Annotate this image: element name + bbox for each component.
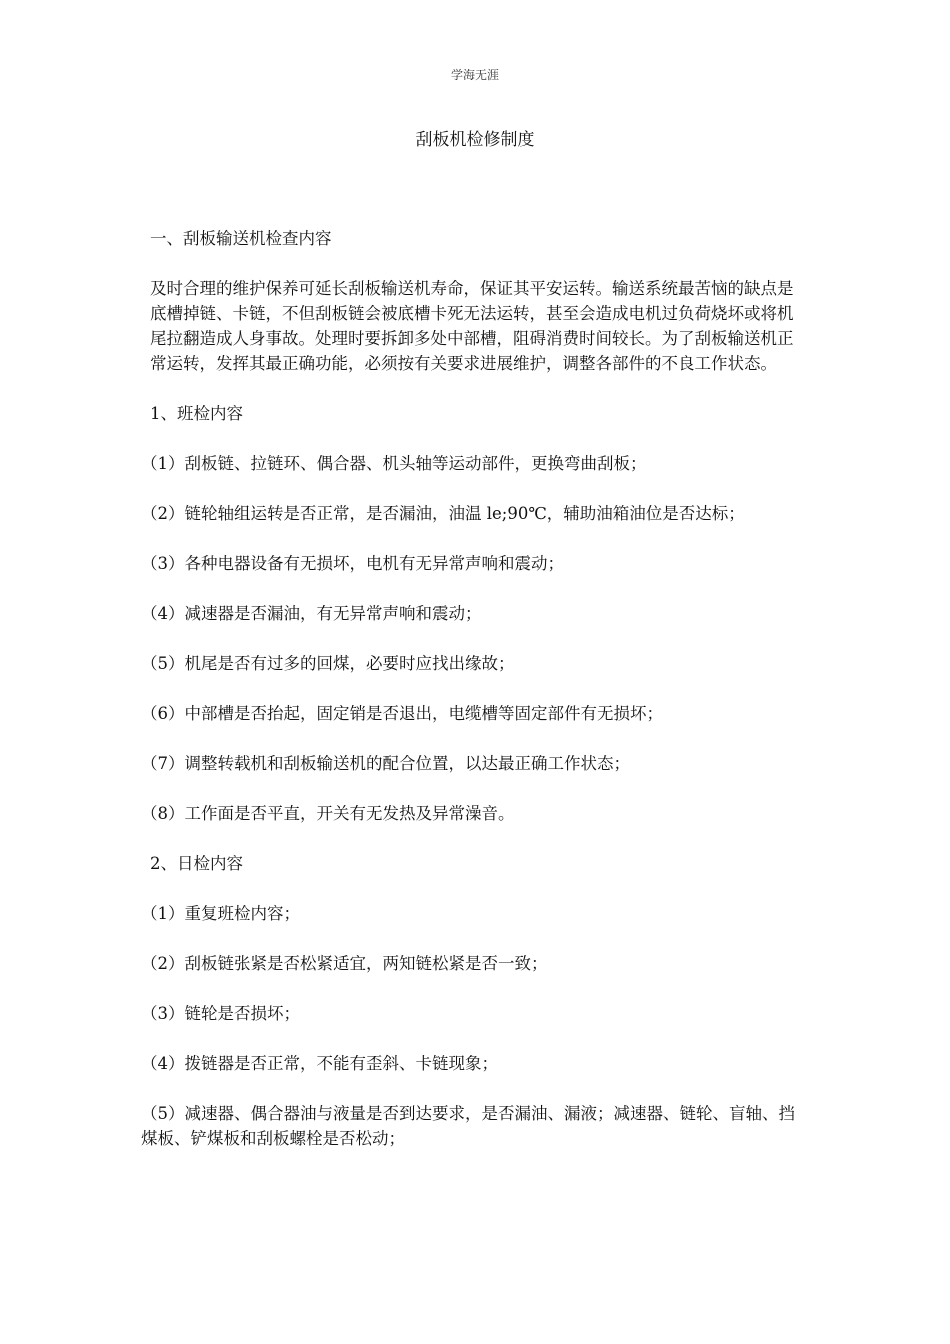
list-item: （8）工作面是否平直，开关有无发热及异常澡音。 bbox=[141, 804, 515, 823]
list-item: （4）拨链器是否正常，不能有歪斜、卡链现象； bbox=[141, 1054, 498, 1073]
list-item: （5）减速器、偶合器油与液量是否到达要求，是否漏油、漏液；减速器、链轮、盲轴、挡煤板、铲煤板和刮板螺栓是否松动； bbox=[141, 1104, 795, 1148]
intro-paragraph: 及时合理的维护保养可延长刮板输送机寿命，保证其平安运转。输送系统最苦恼的缺点是底槽掉链、卡链，不但刮板链会被底槽卡死无法运转，甚至会造成电机过负荷烧坏或将机尾拉翻造成人身事故。处理时要拆卸多处中部槽，阻碍消费时间较长。为了刮板输送机正常运转，发挥其最正确功能，必须按有关要求进展维护，调整各部件的不良工作状态。 bbox=[150, 279, 794, 373]
list-item: （7）调整转载机和刮板输送机的配合位置，以达最正确工作状态； bbox=[141, 754, 630, 773]
list-item: （1）刮板链、拉链环、偶合器、机头轴等运动部件，更换弯曲刮板； bbox=[141, 454, 647, 473]
list-item: （5）机尾是否有过多的回煤，必要时应找出缘故； bbox=[141, 654, 515, 673]
document-body bbox=[141, 226, 805, 1176]
document-title: 刮板机检修制度 bbox=[415, 130, 535, 150]
list-item: （2）刮板链张紧是否松紧适宜，两知链松紧是否一致； bbox=[141, 954, 548, 973]
page-header: 学海无涯 bbox=[450, 68, 499, 82]
subsection-heading-daily-check: 2、日检内容 bbox=[150, 854, 243, 873]
list-item: （1）重复班检内容； bbox=[141, 904, 300, 923]
list-item: （3）链轮是否损坏； bbox=[141, 1004, 300, 1023]
list-item: （2）链轮轴组运转是否正常，是否漏油，油温 le;90℃，辅助油箱油位是否达标； bbox=[141, 504, 745, 523]
list-item: （4）减速器是否漏油，有无异常声响和震动； bbox=[141, 604, 482, 623]
section-heading: 一、刮板输送机检查内容 bbox=[150, 229, 332, 248]
subsection-heading-shift-check: 1、班检内容 bbox=[150, 404, 243, 423]
list-item: （3）各种电器设备有无损坏，电机有无异常声响和震动； bbox=[141, 554, 564, 573]
list-item: （6）中部槽是否抬起，固定销是否退出，电缆槽等固定部件有无损坏； bbox=[141, 704, 663, 723]
